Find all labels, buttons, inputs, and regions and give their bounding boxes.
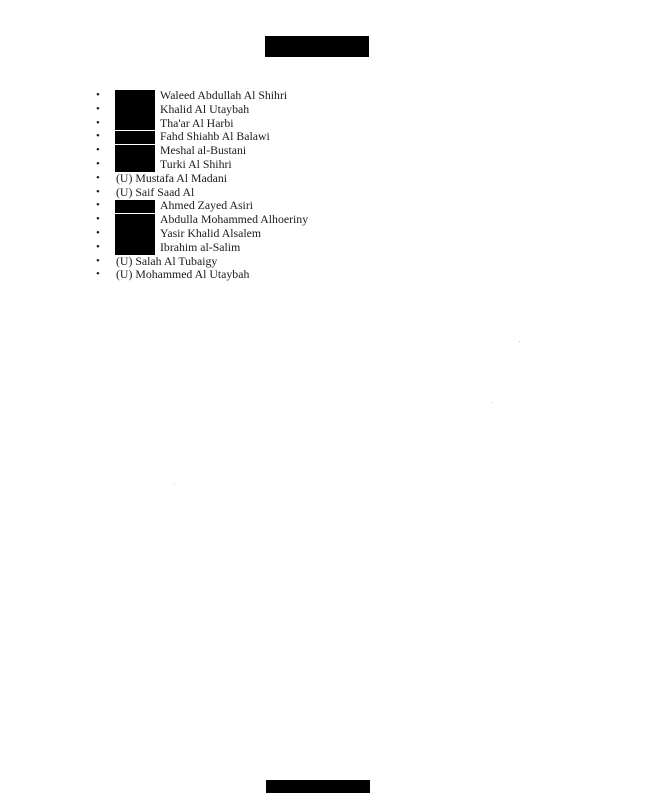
- name-text: Yasir Khalid Alsalem: [160, 225, 262, 240]
- bullet-icon: •: [96, 102, 100, 115]
- redaction-block: [115, 158, 155, 171]
- bullet-icon: •: [96, 157, 100, 170]
- bullet-icon: •: [96, 185, 100, 198]
- bullet-icon: •: [96, 89, 100, 101]
- name-text: Turki Al Shihri: [160, 156, 232, 171]
- redaction-block: [115, 227, 155, 240]
- bullet-icon: •: [96, 240, 100, 253]
- bullet-icon: •: [96, 199, 100, 212]
- name-text: (U) Mustafa Al Madani: [116, 170, 228, 185]
- redaction-block: [115, 241, 155, 254]
- bullet-icon: •: [96, 116, 100, 129]
- name-text: Ibrahim al-Salim: [160, 239, 241, 254]
- redaction-block: [115, 200, 155, 213]
- redaction-block: [115, 90, 155, 103]
- bullet-icon: •: [96, 254, 100, 267]
- name-text: Waleed Abdullah Al Shihri: [160, 88, 288, 102]
- redaction-block: [115, 103, 155, 116]
- scan-speck: [492, 402, 493, 403]
- bottom-redaction-bar: [266, 780, 370, 793]
- top-redaction-bar: [265, 36, 369, 57]
- bullet-icon: •: [96, 130, 100, 143]
- bullet-icon: •: [96, 144, 100, 157]
- redaction-block: [115, 117, 155, 130]
- scan-speck: [519, 341, 520, 342]
- name-text: (U) Mohammed Al Utaybah: [116, 267, 250, 282]
- redaction-block: [115, 131, 155, 144]
- name-text: (U) Salah Al Tubaigy: [116, 253, 218, 268]
- name-text: Abdulla Mohammed Alhoeriny: [160, 212, 309, 227]
- bullet-icon: •: [96, 268, 100, 281]
- bullet-icon: •: [96, 226, 100, 239]
- bullet-icon: •: [96, 213, 100, 226]
- redaction-block: [115, 214, 155, 227]
- name-text: Meshal al-Bustani: [160, 143, 247, 158]
- bullet-icon: •: [96, 171, 100, 184]
- name-text: Fahd Shiahb Al Balawi: [160, 129, 270, 144]
- name-text: Ahmed Zayed Asiri: [160, 198, 254, 213]
- redaction-block: [115, 145, 155, 158]
- name-text: Tha'ar Al Harbi: [160, 115, 234, 130]
- scan-speck: [174, 484, 175, 485]
- name-text: (U) Saif Saad Al: [116, 184, 195, 199]
- name-text: Khalid Al Utaybah: [160, 101, 250, 116]
